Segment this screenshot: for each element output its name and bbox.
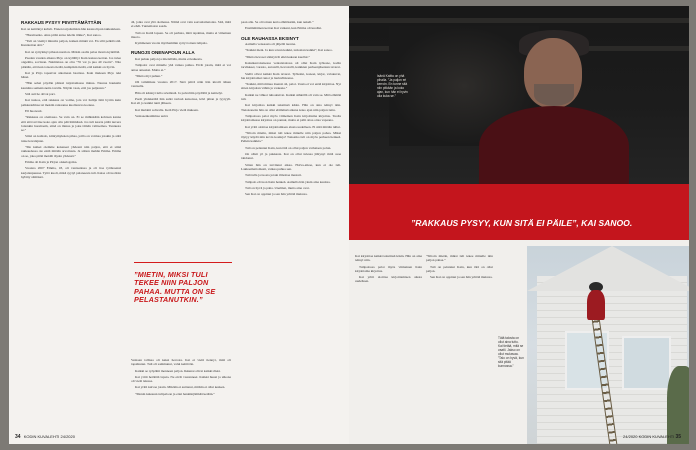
- right-page: [349, 6, 689, 444]
- right-column-2: [426, 254, 493, 281]
- paragraph: ”Kaikki meni. Ja kun savun kaikki, tarkoitan kaikki”, Kai sanoo.: [245, 48, 333, 53]
- right-column-1: [355, 254, 422, 286]
- paragraph: Hän oli käsinyt tulla sviemistä. Ja palveltiin pöydällä ja keittelyt.: [135, 90, 224, 95]
- paragraph: Kai puhuu paljon ja mielellään, mutta ei kaikesta.: [135, 56, 203, 61]
- paragraph: Puoli yhdeksältä hän sulki verissä kaisoissa, kävi pihan ja tyytyyli. Kai eli jo kaikki tunti jälkeen.: [131, 97, 231, 106]
- paragraph: Kaikki se ryöpähti menneen paljon. Ikkunat olivat kaikki rikki.: [135, 368, 221, 373]
- paragraph: Paaden vauden alkana Pirjo on kyllällyt Kain kanssa kerran. Jos tulee ongelma, sovitaan. Naimisissa on oltu ”35 vat ja pua 40 vuotta”. Nite pitkään, että kun toisesta tietää, kumpikin tietää, että kaikki on hyvin.: [21, 55, 121, 69]
- paragraph: Kaksikerroksisessa ventaistalossa oli ollut Kain työkone, kodin tarvikkeet, varasto, autotalli, hevostalli, kaikkien perheenjäsenten tavarat.: [241, 60, 341, 70]
- paragraph: Kaikki ne vihkot tuhoutuivat. Kaikki sähköllä oli vain se. Mitä elämää tuli.: [241, 92, 341, 102]
- paragraph: Tulipalo eli tuon Kain henkeä. Aamulla hän yksin aina kauttaa.: [245, 179, 331, 184]
- paragraph: Sitten hän on tarvinnut aikaa. Holva-aikaa, kun ei ole tuli. Lakkaamattomasti, vaikea puhua sen.: [241, 162, 341, 171]
- paragraph: Tulipalossa paloi myös viimeinen Kain kirjoittama kirjoitus.: [355, 264, 422, 273]
- section-heading: RAKKAUS PYSYY PIIVITTÄMÄTTÄIN: [21, 20, 102, 25]
- section-heading: OLE RAUHASSA EKSINYT: [241, 35, 299, 41]
- page-number: 35: [675, 434, 681, 440]
- paragraph: Kai yritti aloittaa kirjoittamisen alusta uudelleen. Ei siitä mitään tullut.: [245, 124, 341, 129]
- paragraph: ”Tuli on viemyt minulta paljon, kaiken minkä voi. En silti pelkää sitä. Kunnioitan sitä.”: [21, 39, 121, 48]
- paragraph: Vuonna 2007 Emma, 18, oli ventaanissa ja oli itse tyttäreensä karjalanpuussa. Tyttö kuoli, mikä syytyi palaneesta tuli. Kaisa oli tuolloin hylätty silmässä.: [21, 166, 121, 179]
- paragraph: ”Siltoin mietin, miksi tuli tekee minulle niin paljon pahaa. Miksi täytyy käydä niin kovia kouluja? Tunsatko tuli on myös perheen henkeä. Pelkin kaikkia.”: [241, 130, 341, 144]
- paragraph: Tuli on Kaitä lapsen. Se oli parhata, mitä tapahtua, mutta ei vimeinen muoto.: [131, 30, 231, 39]
- paragraph: Sen Kai on oppinut ja sen hän yrittää muistaa.: [430, 275, 493, 280]
- paragraph: Ensimmäinen kerran Kai vaikeni, kun Emma oli kuollut.: [245, 26, 322, 31]
- paragraph: Kai on syttyinkyt pihaan nuotion. Mökin osalla palaa monta kynttilää.: [25, 49, 121, 54]
- paragraph: Oli tammikuu vuonna 2017. Sinä päivä näin hän kiroili äänen ventaalla.: [131, 80, 231, 89]
- page-number: 34: [15, 434, 21, 440]
- paragraph: Sen Kai on oppinut ja sen hän yrittää muistaa.: [245, 192, 308, 197]
- photo-caption-top: Isänä Kaitta on yhä pihalla. ”Ja paljon eri kerroin. En tunne sitä niin pitkään ja koko ajan, kun hän ei hyvin olla kuka se.”: [377, 74, 408, 98]
- paragraph: ”Kaikki, mitä minua itsensä oli, paloi. Uusia ei voi enää kirjoittaa. Nyt sitten kirjoitan vähän ja vaakana.”: [241, 82, 341, 91]
- paragraph: ”Mutta hevoset säästyivät eikä kukaan kuollut.”: [245, 54, 310, 59]
- paragraph: Tuli on hyvä ja paha. Unelmat, mutta aina ovat.: [245, 185, 310, 190]
- article-column-1: [21, 20, 121, 181]
- paragraph: Kai mulahti sohvalle. Ketä Pirjo vielä mukaan.: [135, 107, 199, 112]
- paragraph: ”Hän sehei pöydän päässä tuijottamassa minua. Naurua haukatin kauniina sementoneita tavalla. Näytin vaan, että jos paljastan.”: [21, 81, 121, 90]
- paragraph: Kai kirjoittaa kaikki tekstinsä käsin. Hän on aina tehnyt niin. Tietokoneita hän on ollut elämänsä aikana koko ajan niin paljon tuttu.: [241, 103, 341, 112]
- paragraph: ”Menin kaksuun tulipaloon ja ettei henkiinjäämää ketään.”: [135, 391, 215, 396]
- paragraph: ”Me kaikei olemme kokeneet yhdessä niin paljon, että ei siinä rakkaudessa ole enää mitään arvoitusta. Ja siitten mehän Emma. Emma on se, joka pitää meidät täysin yhdessä.”: [21, 145, 121, 158]
- paragraph: Sitä asti he olivat pari.: [25, 92, 56, 97]
- left-page: [9, 6, 349, 444]
- paragraph: Siellä olivat kaikki Kain tavarat. Työkalut, koneet, kirjat, valokuvat, hie kirjoittamat runot ja lauluvihkonsa.: [241, 71, 341, 80]
- paragraph: Tuli on pelannut Kain, kun tätä on ollut paljon.: [426, 264, 493, 273]
- article-column-2-bottom: [131, 358, 231, 398]
- paragraph: Emma oli Kain ja Pirjon oiskelogoika.: [25, 159, 78, 164]
- article-column-2: [131, 20, 231, 120]
- paragraph: Kymmenen vuotta myöhemmin syttyi toinen tulipalo.: [135, 41, 208, 46]
- paragraph: Siinä on kohtalo, kiintymyksien pihaa, joilla on voimaa jotakin ja siitä tulee kavalajnan.: [21, 134, 121, 143]
- paragraph: ”Mutta myt puhun.”: [135, 73, 163, 78]
- paragraph: Kai on keittänyt kahvit. Ennen tarjoilemista hän kaataa lipun takkatuleen.: [21, 26, 121, 31]
- paragraph: paan alle. Se oli toinen kerta elämässäni, kun nekeli.”: [241, 20, 314, 24]
- paragraph: Ell huonosti.: [25, 108, 43, 113]
- paragraph: Tuli tulla ja tuosta jotain ilmoitaa mestari.: [245, 173, 302, 178]
- paragraph: Kai kirjoittaa kaikki tekstinsä käsin. Hän on aina tehnyt niin.: [355, 254, 422, 263]
- paragraph: Kai yritti kaivaa jotain. Mikään ei auttanut, mitään ei ollut kesken.: [135, 385, 226, 390]
- magazine-issue: KODIN KUVALEHTI 24/2020: [23, 434, 75, 439]
- paragraph: Ventaaenkaimmaa uaiva: [135, 113, 169, 118]
- article-column-3: [241, 20, 341, 198]
- magazine-issue: 24/2020 KODIN KUVALEHTI: [623, 434, 675, 439]
- house-ladder-photo: [527, 246, 689, 444]
- paragraph: Aamulla vensaasta oli jäljellä tuonna.: [245, 42, 296, 47]
- paragraph: Ventaan tallissa oli kaksi hevosta. Kai ei vielä tiennyt, mitä oli tapahtunut. Tuli oli sammunut, valui keittiöön.: [131, 358, 231, 367]
- headline: ”RAKKAUS PYSYY, KUN SITÄ EI PÄILE”, KAI SANOO.: [411, 218, 633, 228]
- paragraph: Kai tuskos, että rakkaus on voima, jota voi haltija ilmi byriin kuin palkkaaidmaa tai mekiin rantaansa kuolisuvaa kooksa.: [21, 98, 121, 107]
- paragraph: On olluit yö ja pakkasia. Kai on ollut tulessa jäätynyt mitä osaa tahdonut.: [241, 152, 341, 161]
- paragraph: dä, jotka ovat yhä olemassa. Nämä ovat vain saavuttamatonta. Sitä, mitä ei ehdi. Tuntematon saada.: [131, 20, 231, 29]
- paragraph: Tulipalossa paloi myös viimeinen Kain kirjoittama kirjoitus. Tuolla kirjoittamassa kirjoitus on pannut, mutta ei pidä ottaa ottaa vapaana.: [241, 113, 341, 123]
- folio-left: [15, 434, 75, 440]
- paragraph: Kai ja Pirjo tapasivat aikoinaan baarissa. Kain mukaan Pirjo teki hänet.: [21, 70, 121, 80]
- section-heading: RUNOJS ONENAPOUN ALLA: [131, 50, 195, 56]
- paragraph: Kai yritti herättää lapsia. Ne eivät vastanneet. Kaikki huusi ja ulkona oli vielä tulessa.: [131, 374, 231, 384]
- folio-right: [623, 434, 683, 440]
- paragraph: Tulipalot ovat minulle yhä vaikea puhua. Eivät jotain, mitä ei voi antaa anteeksi. Mutta ei.”: [131, 63, 231, 72]
- paragraph: Kai yritti aloittaa kirjoittamisen alusta uudelleen.: [355, 275, 422, 284]
- paragraph: ”Siltoin mietin, miksi tuli tekee minulle niin paljon pahaa.”: [426, 254, 493, 263]
- paragraph: ”Rakkaus on olemassa. Se vain on. Et se mihinkään kohtaan kanna että sitä tarvitse koko ajan olla päivittämässä. Jos tuli kaarta pitää nuvera loitenkin huomaam, siinä on minua ja joku tämän valitsemaa. Tunnusta se.”: [21, 115, 121, 133]
- pull-quote: ”MIETIN, MIKSI TULI TEKEE NIIN PALJON PAHAA. MUTTA ON SE PELASTANUTKIN.”: [134, 262, 232, 304]
- paragraph: ”Huomaatko. Aina pitää antaa tulelle tilkka”, Kai sanoo.: [25, 32, 102, 37]
- photo-caption-bottom: Tätä talosta on ollut aina tuttu. Kai tietää, mitä se vaatii. Jakso on ollut mukavaa. ”Talo on hyvä, kun sitä pitää kunnossa.”: [498, 336, 524, 368]
- paragraph: Tuli on pelannut Kain, kun tätä on ollut paljon varhaisen polun.: [245, 145, 332, 150]
- headline-band: [349, 184, 689, 240]
